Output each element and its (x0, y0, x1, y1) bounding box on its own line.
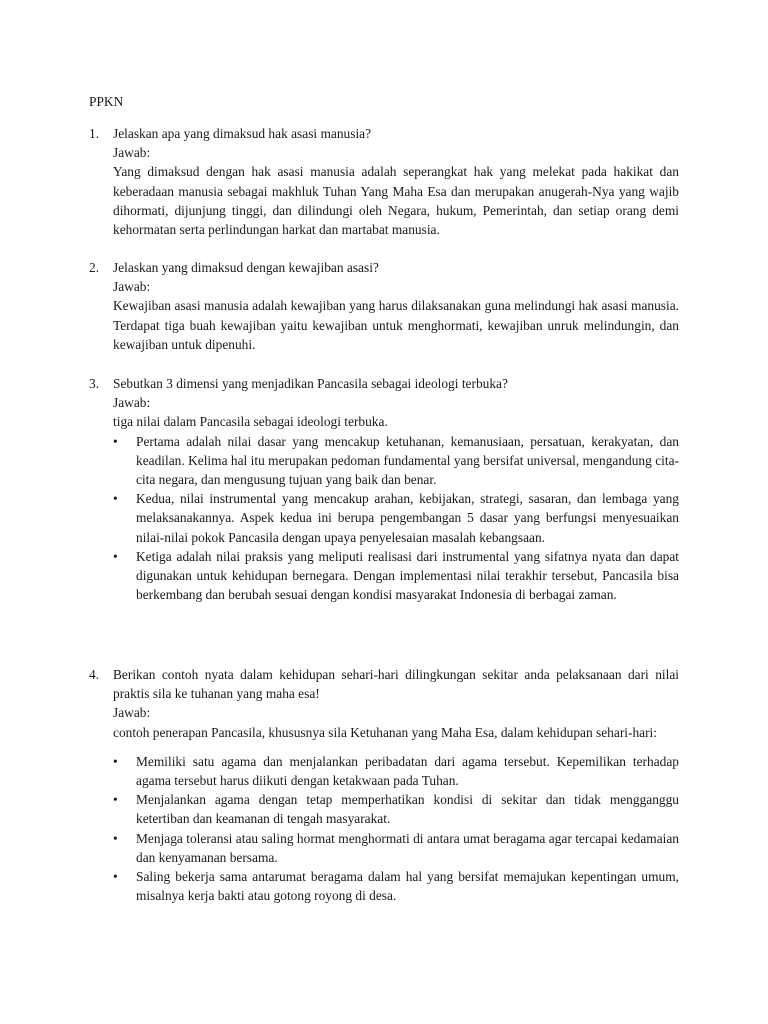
answer-label: Jawab: (113, 145, 151, 161)
bullet-icon: • (113, 491, 118, 507)
question-text: Berikan contoh nyata dalam kehidupan sehari-hari dilingkungan sekitar anda pelaksanaan dari nilai praktis sila ke tuhanan yang maha esa! (113, 667, 679, 702)
question-text: Jelaskan yang dimaksud dengan kewajiban asasi? (113, 260, 379, 275)
bullet-icon: • (113, 753, 118, 769)
list-item (113, 829, 679, 867)
question-number: 3. (89, 376, 100, 391)
answer-intro: tiga nilai dalam Pancasila sebagai ideologi terbuka. (113, 414, 388, 430)
question-4 (89, 665, 679, 905)
list-item (113, 547, 679, 605)
list-item-text: Pertama adalah nilai dasar yang mencakup ketuhanan, kemanusiaan, persatuan, kerakyatan, dan keadilan. Kelima hal itu merupakan pedoman fundamental yang bersifat universal, mengandung cita-cita negara, dan mengusung tujuan yang baik dan benar. (136, 433, 679, 488)
list-item (113, 489, 679, 547)
bullet-icon: • (113, 869, 118, 885)
answer-label: Jawab: (113, 705, 151, 721)
question-text: Sebutkan 3 dimensi yang menjadikan Pancasila sebagai ideologi terbuka? (113, 376, 508, 391)
bullet-icon: • (113, 548, 118, 564)
answer-text: Yang dimaksud dengan hak asasi manusia adalah seperangkat hak yang melekat pada hakikat dan keberadaan manusia sebagai makhluk Tuhan Yang Maha Esa dan merupakan anugerah-Nya yang wajib dihormati, dijunjung tinggi, dan dilindungi oleh Negara, hukum, Pemerintah, dan setiap orang demi kehormatan serta perlindungan harkat dan martabat manusia. (113, 164, 679, 238)
list-item (113, 867, 679, 905)
answer-list (113, 752, 679, 906)
question-number: 2. (89, 260, 100, 275)
list-item-text: Memiliki satu agama dan menjalankan peribadatan dari agama tersebut. Kepemilikan terhadap agama tersebut harus diikuti dengan ketakwaan pada Tuhan. (136, 753, 679, 789)
bullet-icon: • (113, 830, 118, 846)
bullet-icon: • (113, 792, 118, 808)
list-item-text: Ketiga adalah nilai praksis yang meliputi realisasi dari instrumental yang sifatnya nyata dan dapat digunakan untuk kehidupan bernegara. Dengan implementasi nilai terakhir tersebut, Pancasila bisa berkembang dan berubah sesuai dengan kondisi masyarakat Indonesia di berbagai zaman. (136, 548, 679, 603)
list-item-text: Kedua, nilai instrumental yang mencakup arahan, kebijakan, strategi, sasaran, dan lembaga yang melaksanakannya. Aspek kedua ini berupa pengembangan 5 dasar yang berfungsi menyesuaikan nilai-nilai pokok Pancasila dengan upaya penyelesaian masalah kebangsaan. (136, 491, 679, 545)
answer-label: Jawab: (113, 395, 151, 411)
question-number: 1. (89, 126, 100, 141)
question-1 (89, 124, 679, 239)
question-number: 4. (89, 667, 100, 682)
question-3 (89, 374, 679, 604)
list-item-text: Saling bekerja sama antarumat beragama dalam hal yang bersifat memajukan kepentingan umum, misalnya kerja bakti atau gotong royong di desa. (136, 869, 679, 904)
answer-text: Kewajiban asasi manusia adalah kewajiban yang harus dilaksanakan guna melindungi hak asasi manusia. Terdapat tiga buah kewajiban yaitu kewajiban untuk menghormati, kewajiban unruk melindungin, dan kewajiban untuk dipenuhi. (113, 298, 679, 352)
bullet-icon: • (113, 433, 118, 449)
list-item-text: Menjaga toleransi atau saling hormat menghormati di antara umat beragama agar tercapai kedamaian dan kenyamanan bersama. (136, 830, 679, 865)
list-item-text: Menjalankan agama dengan tetap memperhatikan kondisi di sekitar dan tidak mengganggu ketertiban dan keamanan di tengah masyarakat. (136, 792, 679, 827)
answer-list (113, 432, 679, 605)
answer-label: Jawab: (113, 279, 151, 295)
list-item (113, 790, 679, 828)
answer-intro: contoh penerapan Pancasila, khususnya sila Ketuhanan yang Maha Esa, dalam kehidupan sehari-hari: (113, 724, 658, 740)
document-title: PPKN (89, 94, 124, 109)
list-item (113, 432, 679, 490)
question-text: Jelaskan apa yang dimaksud hak asasi manusia? (113, 126, 372, 141)
question-2 (89, 258, 679, 354)
list-item (113, 752, 679, 790)
spacer (113, 742, 679, 752)
